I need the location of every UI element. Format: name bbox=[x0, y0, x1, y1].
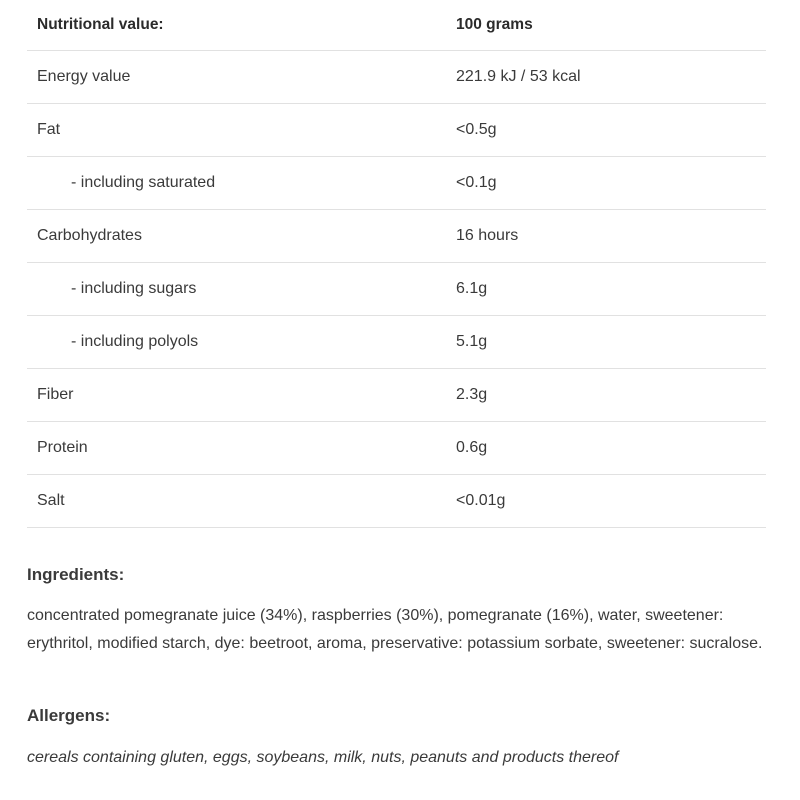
row-label: Fat bbox=[27, 104, 446, 157]
row-value: 6.1g bbox=[446, 263, 766, 316]
table-row bbox=[27, 263, 766, 316]
row-label: Carbohydrates bbox=[27, 210, 446, 263]
table-row bbox=[27, 157, 766, 210]
header-nutritional-value: Nutritional value: bbox=[27, 0, 446, 51]
row-value: <0.5g bbox=[446, 104, 766, 157]
row-label: - including saturated bbox=[27, 157, 446, 210]
nutrition-table bbox=[27, 0, 766, 528]
row-value: 5.1g bbox=[446, 316, 766, 369]
row-label: Energy value bbox=[27, 51, 446, 104]
ingredients-text: concentrated pomegranate juice (34%), raspberries (30%), pomegranate (16%), water, sweetener: erythritol, modified starch, dye: beetroot, aroma, preservative: potassium sorbate, sweetener: sucralose. bbox=[27, 607, 763, 652]
table-row bbox=[27, 422, 766, 475]
row-value: <0.1g bbox=[446, 157, 766, 210]
allergens-text: cereals containing gluten, eggs, soybeans, milk, nuts, peanuts and products thereof bbox=[27, 749, 619, 766]
table-row bbox=[27, 210, 766, 263]
table-row bbox=[27, 475, 766, 528]
allergens-heading: Allergens: bbox=[27, 706, 111, 725]
row-label: Salt bbox=[27, 475, 446, 528]
row-value: <0.01g bbox=[446, 475, 766, 528]
table-header-row bbox=[27, 0, 766, 51]
table-row bbox=[27, 51, 766, 104]
row-label: Protein bbox=[27, 422, 446, 475]
row-value: 221.9 kJ / 53 kcal bbox=[446, 51, 766, 104]
row-label: Fiber bbox=[27, 369, 446, 422]
table-row bbox=[27, 369, 766, 422]
table-row bbox=[27, 104, 766, 157]
table-row bbox=[27, 316, 766, 369]
row-value: 16 hours bbox=[446, 210, 766, 263]
row-value: 2.3g bbox=[446, 369, 766, 422]
row-value: 0.6g bbox=[446, 422, 766, 475]
row-label: - including polyols bbox=[27, 316, 446, 369]
ingredients-heading: Ingredients: bbox=[27, 565, 125, 584]
row-label: - including sugars bbox=[27, 263, 446, 316]
header-100-grams: 100 grams bbox=[446, 0, 766, 51]
